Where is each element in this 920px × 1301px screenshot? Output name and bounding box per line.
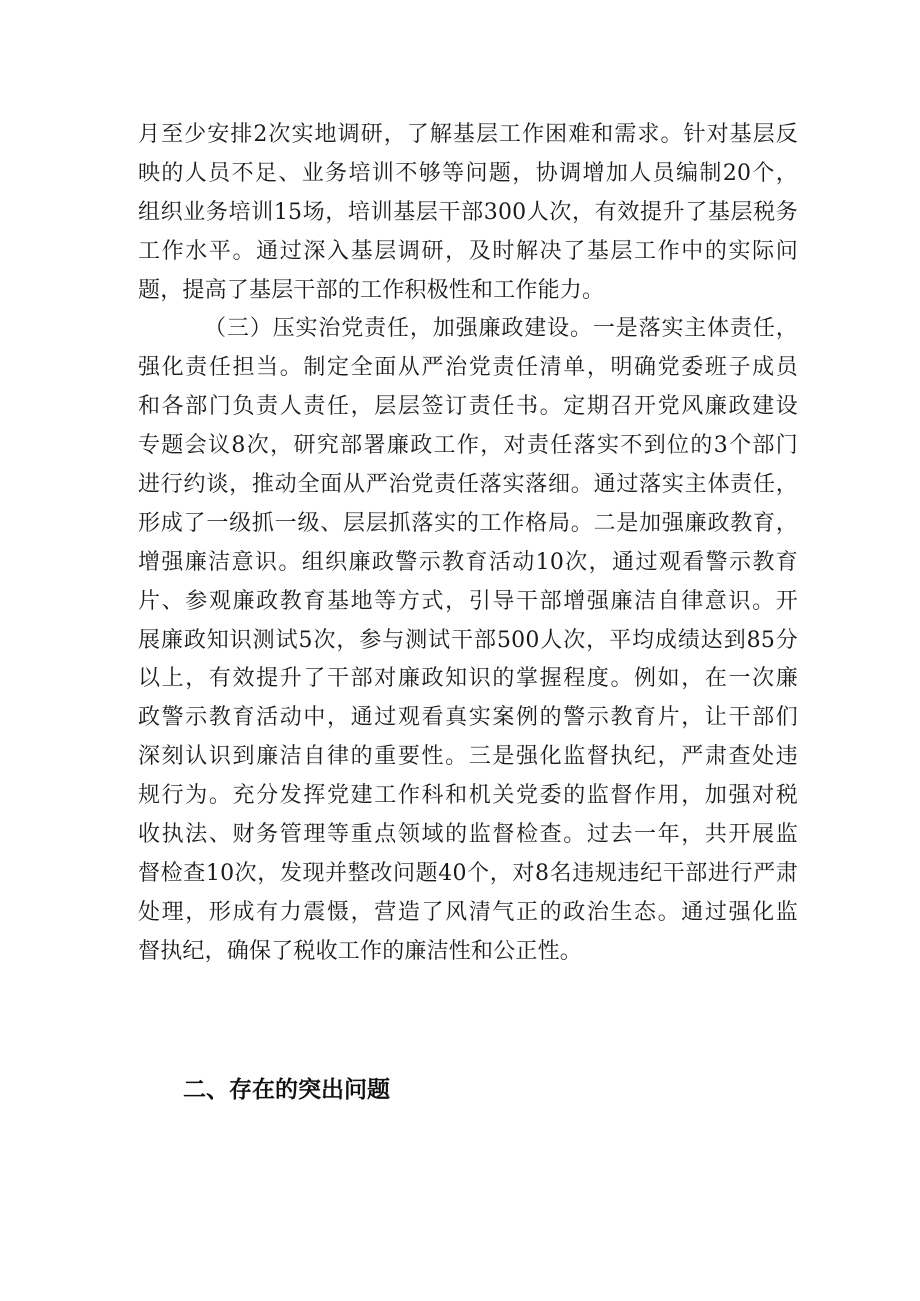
text-line: 和各部门负责人责任，层层签订责任书。定期召开党风廉政建设 (138, 394, 798, 420)
text-line: 组织业务培训15场，培训基层干部300人次，有效提升了基层税务 (138, 199, 798, 225)
text-line: 政警示教育活动中，通过观看真实案例的警示教育片，让干部们 (138, 705, 798, 731)
text-line: 督执纪，确保了税收工作的廉洁性和公正性。 (138, 938, 583, 964)
paragraph-party-responsibility (138, 310, 798, 971)
text-line: （三）压实治党责任，加强廉政建设。一是落实主体责任， (204, 316, 798, 342)
text-line: 督检查10次，发现并整改问题40个，对8名违规违纪干部进行严肃 (138, 860, 798, 886)
text-line: 收执法、财务管理等重点领域的监督检查。过去一年，共开展监 (138, 822, 798, 848)
text-line: 映的人员不足、业务培训不够等问题，协调增加人员编制20个， (138, 160, 798, 186)
text-line: 增强廉洁意识。组织廉政警示教育活动10次，通过观看警示教育 (138, 549, 798, 575)
text-line: 题，提高了基层干部的工作积极性和工作能力。 (138, 277, 605, 303)
section-heading: 二、存在的突出问题 (183, 1077, 390, 1103)
text-line: 工作水平。通过深入基层调研，及时解决了基层工作中的实际问 (138, 238, 798, 264)
text-line: 专题会议8次，研究部署廉政工作，对责任落实不到位的3个部门 (138, 433, 798, 459)
text-line: 片、参观廉政教育基地等方式，引导干部增强廉洁自律意识。开 (138, 588, 798, 614)
text-line: 规行为。充分发挥党建工作科和机关党委的监督作用，加强对税 (138, 783, 798, 809)
text-line: 处理，形成有力震慑，营造了风清气正的政治生态。通过强化监 (138, 899, 798, 925)
text-line: 月至少安排2次实地调研，了解基层工作困难和需求。针对基层反 (138, 122, 798, 147)
text-line: 强化责任担当。制定全面从严治党责任清单，明确党委班子成员 (138, 355, 798, 381)
text-line: 展廉政知识测试5次，参与测试干部500人次，平均成绩达到85分 (138, 627, 798, 653)
text-line: 以上，有效提升了干部对廉政知识的掌握程度。例如，在一次廉 (138, 666, 798, 692)
text-line: 形成了一级抓一级、层层抓落实的工作格局。二是加强廉政教育， (138, 510, 798, 536)
text-line: 进行约谈，推动全面从严治党责任落实落细。通过落实主体责任， (138, 472, 798, 498)
paragraph-grassroots-research (138, 116, 798, 310)
body-text (138, 116, 798, 972)
text-line: 深刻认识到廉洁自律的重要性。三是强化监督执纪，严肃查处违 (138, 744, 798, 770)
